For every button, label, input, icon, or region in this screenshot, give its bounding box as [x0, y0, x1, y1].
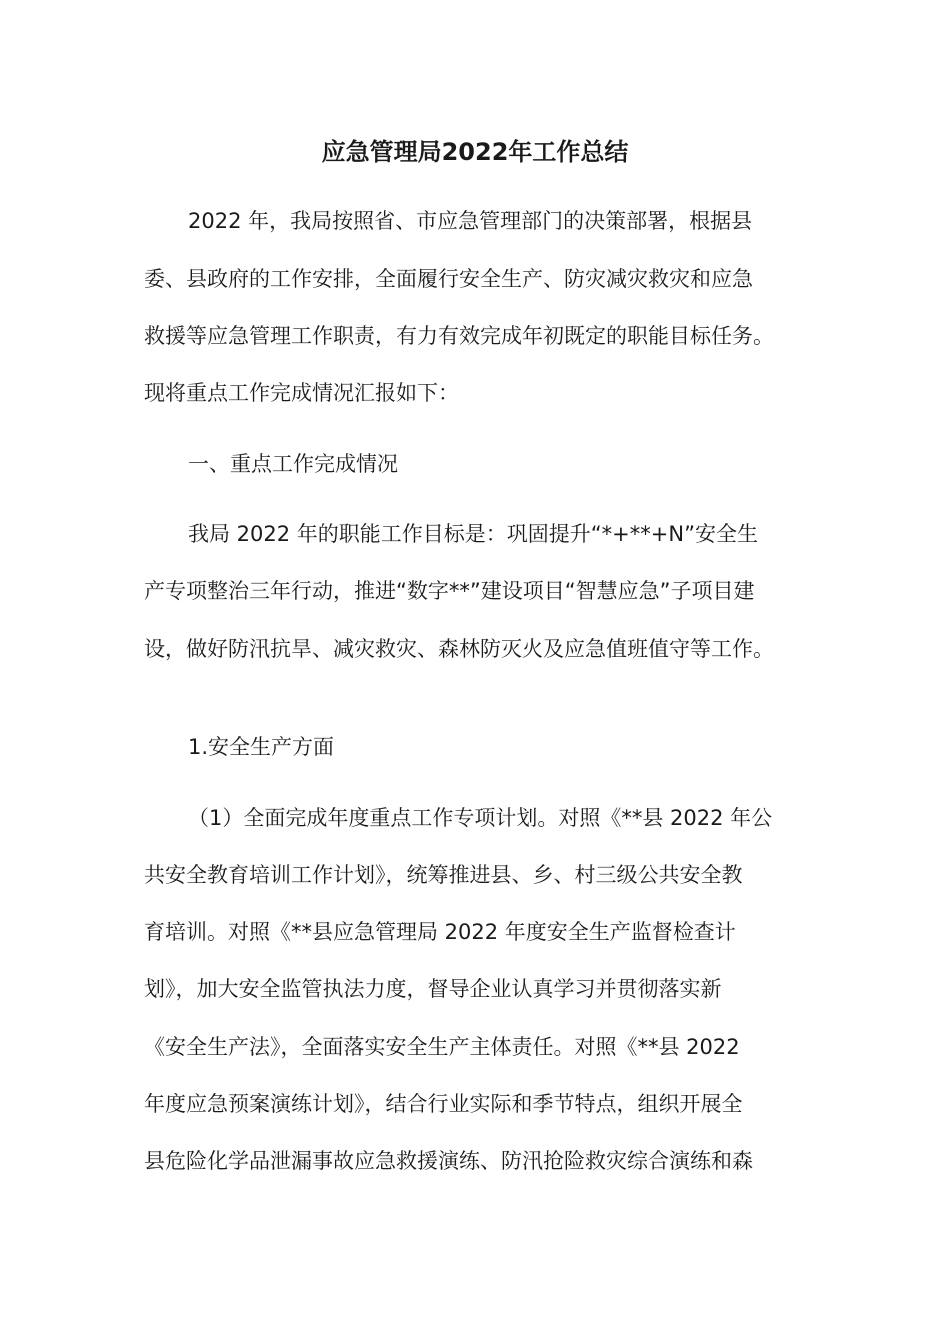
paragraph-1-line-3: 救援等应急管理工作职责，有力有效完成年初既定的职能目标任务。 — [144, 324, 774, 348]
paragraph-3-line-1: （1）全面完成年度重点工作专项计划。对照《**县 2022 年公 — [188, 806, 773, 830]
paragraph-2-line-1: 我局 2022 年的职能工作目标是：巩固提升“*+**+N”安全生 — [188, 522, 758, 546]
paragraph-2-line-3: 设，做好防汛抗旱、减灾救灾、森林防灭火及应急值班值守等工作。 — [144, 637, 774, 661]
paragraph-3-line-6: 年度应急预案演练计划》，结合行业实际和季节特点，组织开展全 — [144, 1092, 743, 1116]
paragraph-1-line-1: 2022 年，我局按照省、市应急管理部门的决策部署，根据县 — [188, 209, 753, 233]
paragraph-3-line-7: 县危险化学品泄漏事故应急救援演练、防汛抢险救灾综合演练和森 — [144, 1149, 753, 1173]
section-heading-1: 一、重点工作完成情况 — [188, 452, 398, 476]
paragraph-1-line-2: 委、县政府的工作安排，全面履行安全生产、防灾减灾救灾和应急 — [144, 267, 753, 291]
paragraph-1-line-4: 现将重点工作完成情况汇报如下： — [144, 381, 459, 405]
paragraph-2-line-2: 产专项整治三年行动，推进“数字**”建设项目“智慧应急”子项目建 — [144, 579, 755, 603]
paragraph-3-line-5: 《安全生产法》，全面落实安全生产主体责任。对照《**县 2022 — [144, 1035, 740, 1059]
paragraph-3-line-3: 育培训。对照《**县应急管理局 2022 年度安全生产监督检查计 — [144, 920, 736, 944]
paragraph-3-line-2: 共安全教育培训工作计划》，统筹推进县、乡、村三级公共安全教 — [144, 863, 743, 887]
section-heading-2: 1.安全生产方面 — [188, 735, 335, 759]
paragraph-3-line-4: 划》，加大安全监管执法力度，督导企业认真学习并贯彻落实新 — [144, 977, 722, 1001]
document-title: 应急管理局2022年工作总结 — [321, 138, 629, 166]
